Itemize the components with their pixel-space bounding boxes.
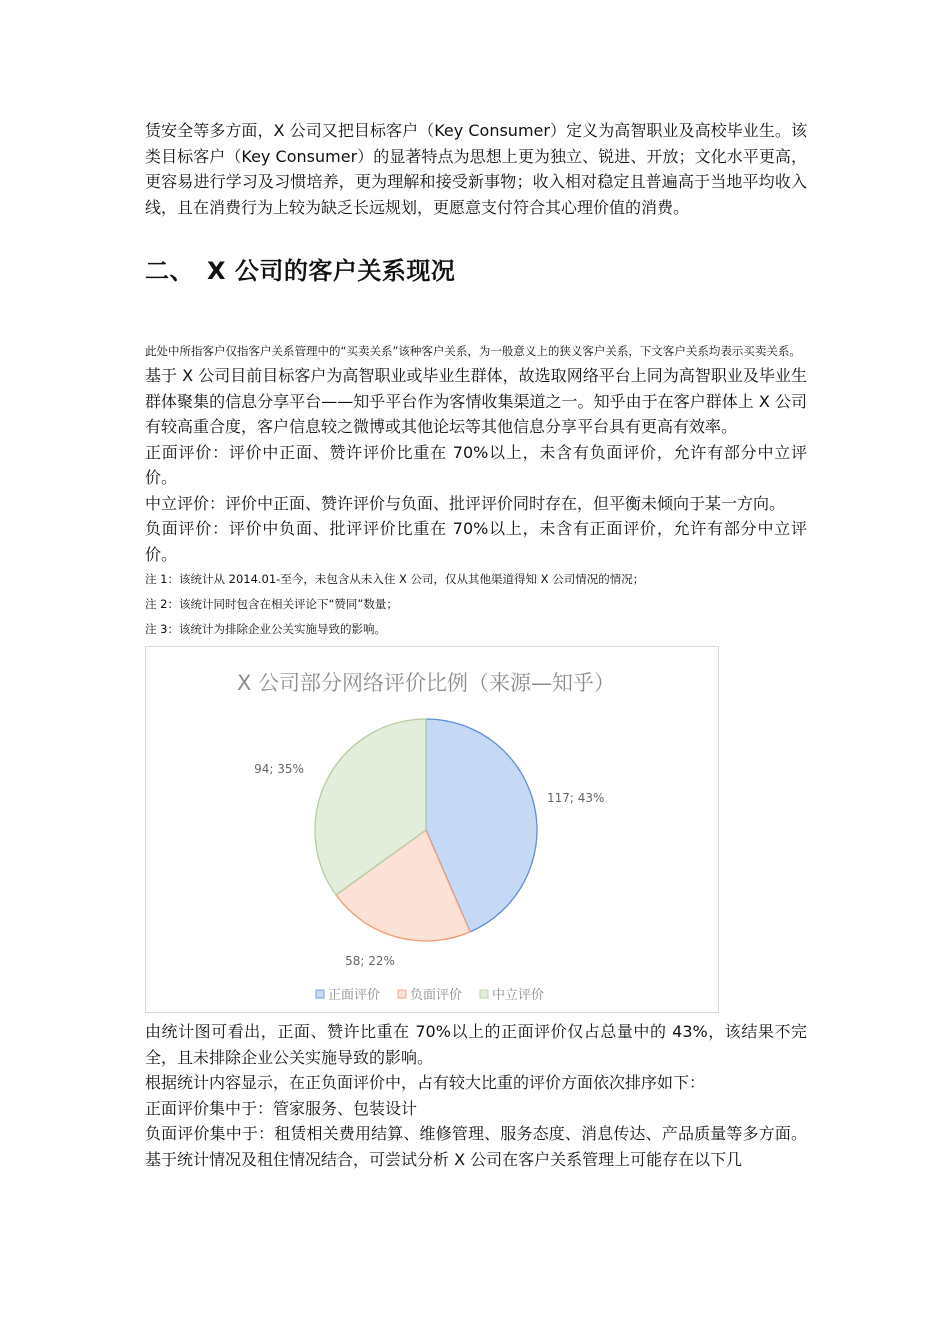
pie-data-label-2: 94; 35%: [254, 762, 304, 776]
legend-label-0: 正面评价: [328, 988, 381, 1003]
positive-focus: 正面评价集中于：管家服务、包装设计: [145, 1098, 418, 1118]
analysis-paragraph: 由统计图可看出，正面、赞许比重在 70%以上的正面评价仅占总量中的 43%，该结果不完全，且未排除企业公关实施导致的影响。: [145, 1022, 807, 1067]
note-1: 注 1：该统计从 2014.01-至今，未包含从未入住 X 公司，仅从其他渠道得知 X 公司情况的情况；: [145, 572, 645, 586]
pie-data-label-0: 117; 43%: [547, 791, 605, 805]
negative-definition: 负面评价：评价中负面、批评评价比重在 70%以上，未含有正面评价，允许有部分中立评价。: [145, 519, 807, 564]
legend-label-1: 负面评价: [410, 988, 463, 1003]
pie-data-label-1: 58; 22%: [345, 954, 395, 968]
section-number: 二、: [145, 257, 194, 285]
legend-swatch-0: [316, 990, 324, 998]
scope-note: 此处中所指客户仅指客户关系管理中的“买卖关系”该种客户关系，为一般意义上的狭义客户关系，下文客户关系均表示买卖关系。: [145, 344, 801, 358]
note-3: 注 3：该统计为排除企业公关实施导致的影响。: [145, 622, 386, 636]
pie-chart: [145, 646, 719, 1013]
neutral-definition: 中立评价：评价中正面、赞许评价与负面、批评评价同时存在，但平衡未倾向于某一方向。: [145, 493, 786, 513]
intro-paragraph: 赁安全等多方面，X 公司又把目标客户（Key Consumer）定义为高智职业及高校毕业生。该类目标客户（Key Consumer）的显著特点为思想上更为独立、锐进、开放；文化水平更高，更容易进行学习及习惯培养，更为理解和接受新事物；收入相对稳定且普遍高于当地平均收入线，且在消费行为上较为缺乏长远规划，更愿意支付符合其心理价值的消费。: [145, 121, 807, 217]
chart-title: X 公司部分网络评价比例（来源—知乎）: [236, 671, 616, 695]
legend-swatch-2: [480, 990, 488, 998]
negative-focus: 负面评价集中于：租赁相关费用结算、维修管理、服务态度、消息传达、产品质量等多方面。基于统计情况及租住情况结合，可尝试分析 X 公司在客户关系管理上可能存在以下几: [145, 1124, 807, 1169]
pie-chart-svg: [146, 647, 718, 1012]
note-2: 注 2：该统计同时包含在相关评论下“赞同”数量；: [145, 597, 398, 611]
legend-label-2: 中立评价: [492, 988, 545, 1003]
section-heading: [145, 255, 807, 287]
document-page: [145, 118, 807, 1172]
legend-swatch-1: [398, 990, 406, 998]
section-title: X 公司的客户关系现况: [207, 257, 456, 285]
body-paragraph: 基于 X 公司目前目标客户为高智职业或毕业生群体，故选取网络平台上同为高智职业及毕业生群体聚集的信息分享平台——知乎平台作为客情收集渠道之一。知乎由于在客户群体上 X 公司有较高重合度，客户信息较之微博或其他论坛等其他信息分享平台具有更高有效率。: [145, 366, 807, 436]
ranking-intro: 根据统计内容显示，在正负面评价中，占有较大比重的评价方面依次排序如下：: [145, 1073, 706, 1092]
positive-definition: 正面评价：评价中正面、赞许评价比重在 70%以上，未含有负面评价，允许有部分中立评价。: [145, 442, 807, 487]
